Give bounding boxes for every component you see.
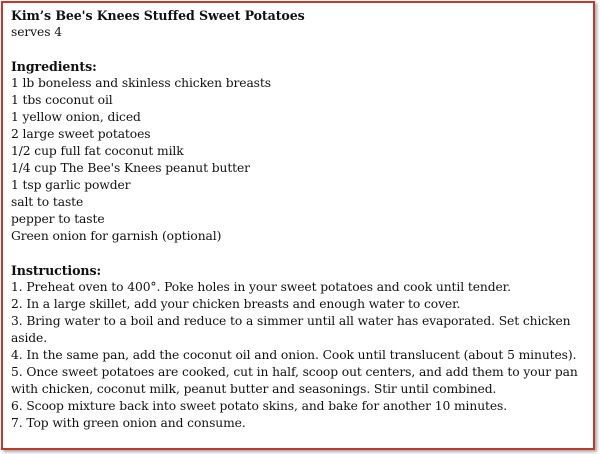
instruction-step: 3. Bring water to a boil and reduce to a simmer until all water has evaporated. Set chicken aside. [11,314,571,345]
recipe-serves: serves 4 [11,25,62,39]
ingredient-item: 2 large sweet potatoes [11,127,151,141]
instruction-step: 1. Preheat oven to 400°. Poke holes in your sweet potatoes and cook until tender. [11,280,511,294]
recipe-card [1,1,595,450]
instruction-step: 2. In a large skillet, add your chicken breasts and enough water to cover. [11,297,461,311]
instruction-step: 5. Once sweet potatoes are cooked, cut in half, scoop out centers, and add them to your pan with chicken, coconut milk, peanut butter and seasonings. Stir until combined. [11,365,578,396]
ingredients-list [11,75,587,245]
recipe-title: Kim’s Bee's Knees Stuffed Sweet Potatoes [11,8,305,23]
ingredient-item: 1/2 cup full fat coconut milk [11,144,184,158]
spacer [11,41,587,58]
ingredient-item: 1 tsp garlic powder [11,178,131,192]
instruction-step: 7. Top with green onion and consume. [11,416,246,430]
spacer [11,245,587,262]
ingredient-item: 1/4 cup The Bee's Knees peanut butter [11,161,250,175]
instruction-step: 4. In the same pan, add the coconut oil and onion. Cook until translucent (about 5 minutes). [11,348,577,362]
ingredient-item: 1 tbs coconut oil [11,93,113,107]
instructions-list [11,279,587,432]
recipe-content [11,7,587,432]
instruction-step: 6. Scoop mixture back into sweet potato skins, and bake for another 10 minutes. [11,399,508,413]
ingredients-heading: Ingredients: [11,59,97,74]
instructions-heading: Instructions: [11,263,102,278]
ingredient-item: Green onion for garnish (optional) [11,229,222,243]
ingredient-item: salt to taste [11,195,84,209]
ingredient-item: 1 yellow onion, diced [11,110,141,124]
ingredient-item: 1 lb boneless and skinless chicken breasts [11,76,271,90]
ingredient-item: pepper to taste [11,212,105,226]
